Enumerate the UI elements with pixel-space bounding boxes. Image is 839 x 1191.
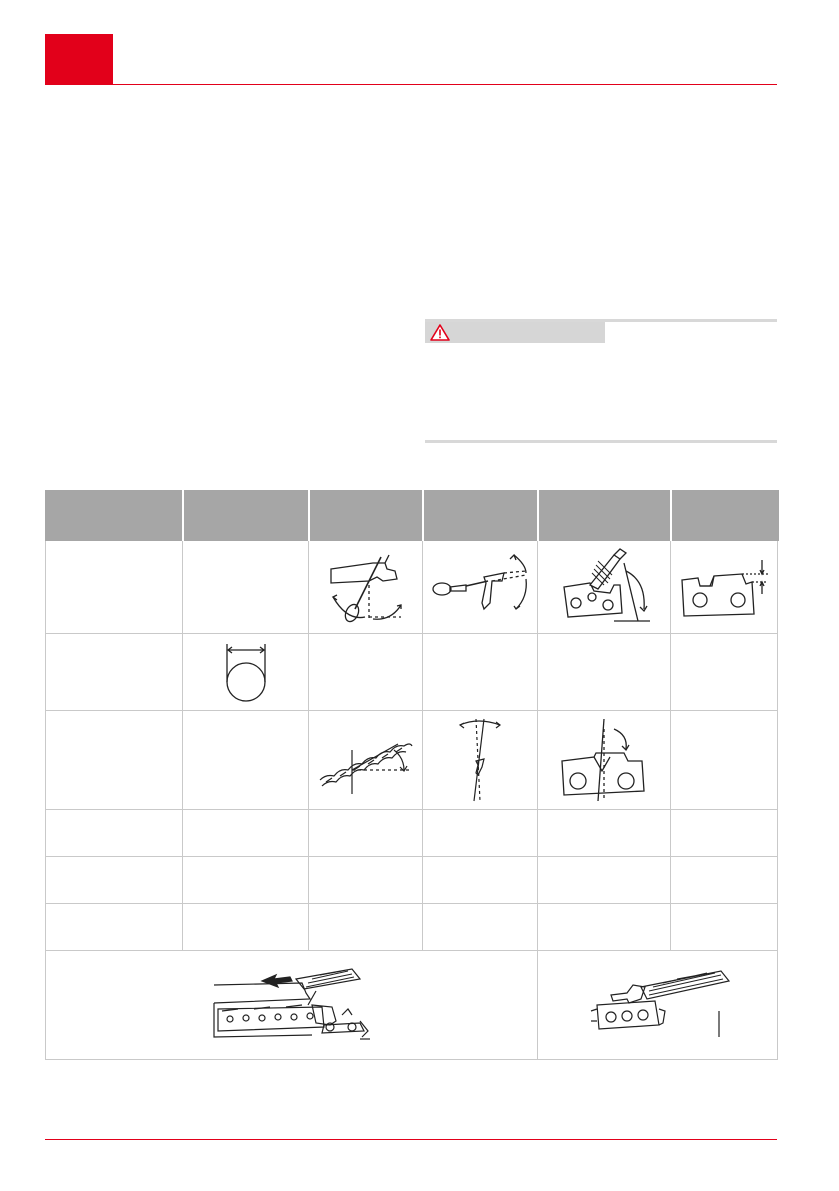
table-cell (183, 904, 309, 951)
table-cell (538, 541, 671, 634)
table-row (46, 634, 778, 711)
round-file-diameter-diagram (218, 640, 274, 704)
table-cell (46, 857, 183, 904)
table-cell (46, 634, 183, 711)
footer-rule (45, 1139, 777, 1140)
table-header-row (46, 491, 778, 541)
cutter-on-wood-diagram (583, 965, 733, 1045)
chain-top-plate-angle-diagram (316, 720, 416, 800)
file-guide-angle-diagram (430, 551, 530, 623)
table-cell (423, 810, 538, 857)
table-cell (46, 810, 183, 857)
header-cell (183, 491, 309, 541)
table-cell (423, 541, 538, 634)
table-cell (671, 857, 778, 904)
table-row (46, 904, 778, 951)
header-cell (309, 491, 423, 541)
table-cell (538, 810, 671, 857)
warning-bottom-rule (425, 440, 777, 443)
table-row (46, 857, 778, 904)
table-cell (309, 541, 423, 634)
header-cell (538, 491, 671, 541)
table-cell (183, 634, 309, 711)
header-cell (423, 491, 538, 541)
table-cell (538, 857, 671, 904)
header-rule (45, 84, 777, 85)
table-cell (423, 711, 538, 810)
warning-triangle-icon (430, 324, 450, 341)
table-cell (46, 541, 183, 634)
table-cell (309, 857, 423, 904)
table-cell (309, 810, 423, 857)
table-cell (538, 904, 671, 951)
chain-sharpening-table (45, 490, 779, 1060)
table-cell (671, 904, 778, 951)
table-row (46, 810, 778, 857)
table-row (46, 711, 778, 810)
table-cell (46, 951, 538, 1060)
table-cell (538, 711, 671, 810)
table-cell (309, 904, 423, 951)
table-cell (671, 711, 778, 810)
header-cell (671, 491, 778, 541)
header-cell (46, 491, 183, 541)
table-cell (671, 541, 778, 634)
warning-box (425, 319, 777, 443)
file-holding-angle-diagram (325, 551, 407, 623)
table-cell (423, 634, 538, 711)
table-cell (183, 810, 309, 857)
table-cell (538, 951, 778, 1060)
table-cell (423, 904, 538, 951)
chain-on-bar-cutting-diagram (212, 965, 372, 1045)
table-cell (309, 634, 423, 711)
table-cell (46, 904, 183, 951)
table-cell (423, 857, 538, 904)
language-tab (45, 34, 113, 85)
table-row (46, 541, 778, 634)
table-row (46, 951, 778, 1060)
depth-gauge-diagram (678, 556, 770, 618)
cutter-profile-angle-diagram (554, 715, 654, 805)
cutter-side-angle-diagram (450, 715, 510, 805)
table-cell (183, 857, 309, 904)
warning-label-bar (425, 322, 605, 343)
table-cell (309, 711, 423, 810)
table-cell (46, 711, 183, 810)
table-cell (183, 541, 309, 634)
file-tilt-angle-diagram (554, 547, 654, 627)
table-cell (671, 634, 778, 711)
table-cell (183, 711, 309, 810)
table-cell (538, 634, 671, 711)
table-cell (671, 810, 778, 857)
